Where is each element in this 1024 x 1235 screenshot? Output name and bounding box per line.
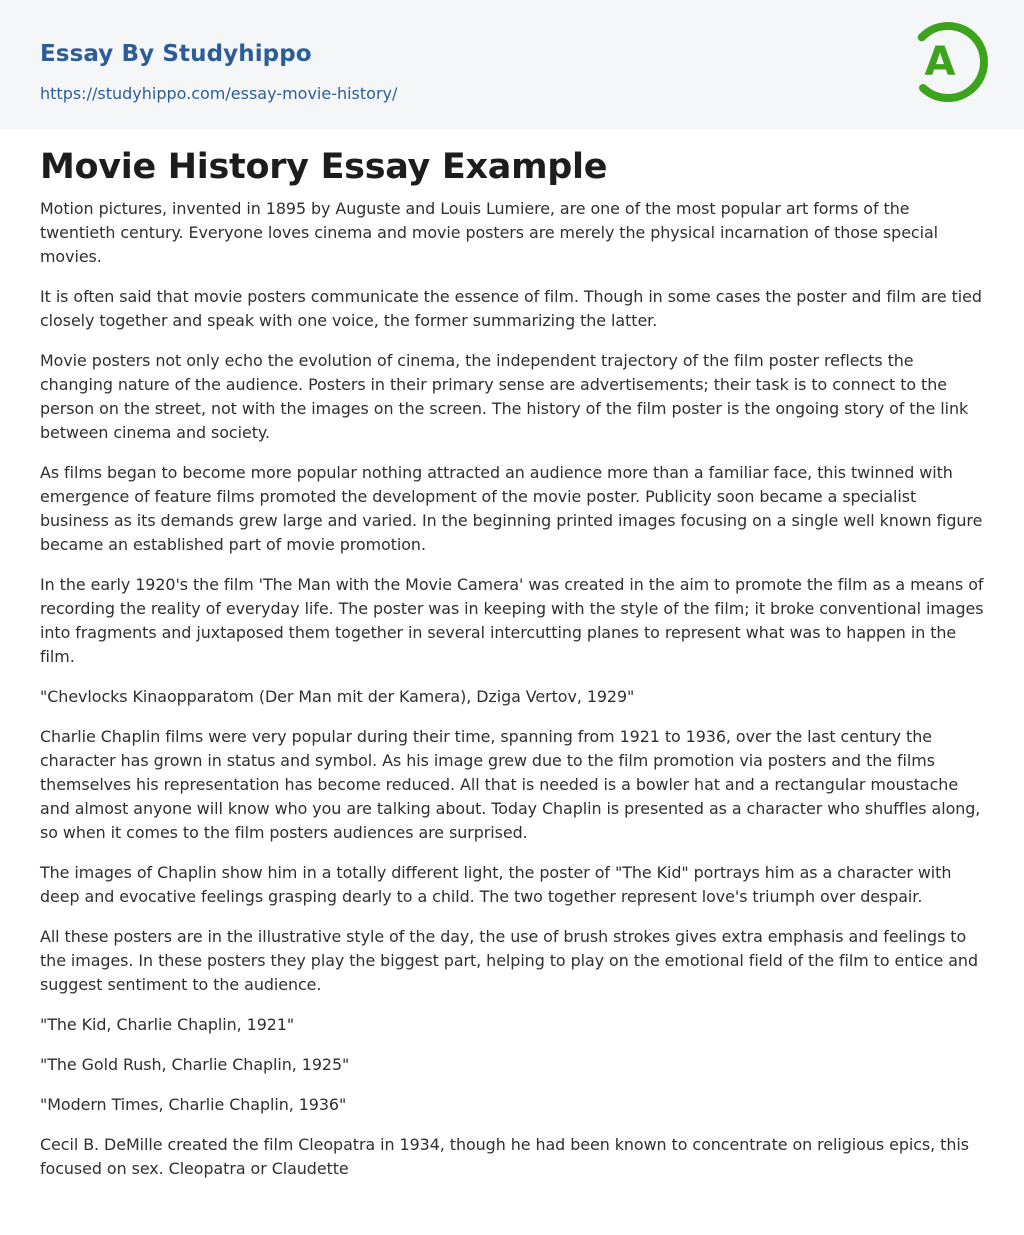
article-paragraph: As films began to become more popular nothing attracted an audience more than a familiar face, this twinned with emergence of feature films promoted the development of the movie poster. Publicity soon became a specialist business as its demands grew large and varied. In the beginning printed images focusing on a single well known figure became an established part of movie promotion. [40,463,983,554]
site-brand[interactable]: Essay By Studyhippo [40,41,312,67]
article-paragraph: It is often said that movie posters communicate the essence of film. Though in some cases the poster and film are tied closely together and speak with one voice, the former summarizing the latter. [40,287,982,330]
studyhippo-logo-icon[interactable] [904,18,992,106]
article-paragraph: All these posters are in the illustrative style of the day, the use of brush strokes gives extra emphasis and feelings to the images. In these posters they play the biggest part, helping to play on the emotional field of the film to entice and suggest sentiment to the audience. [40,927,978,994]
article-body [40,141,984,1197]
article-title: Movie History Essay Example [40,147,608,187]
article-quote: "The Kid, Charlie Chaplin, 1921" [40,1015,295,1034]
article-quote: "Modern Times, Charlie Chaplin, 1936" [40,1095,347,1114]
article-quote: "Chevlocks Kinaopparatom (Der Man mit der Kamera), Dziga Vertov, 1929" [40,687,635,706]
article-paragraph: Movie posters not only echo the evolution of cinema, the independent trajectory of the film poster reflects the changing nature of the audience. Posters in their primary sense are advertisements; their task is to connect to the person on the street, not with the images on the screen. The history of the film poster is the ongoing story of the link between cinema and society. [40,351,969,442]
site-header [0,0,1024,129]
article-paragraph: Motion pictures, invented in 1895 by Auguste and Louis Lumiere, are one of the most popular art forms of the twentieth century. Everyone loves cinema and movie posters are merely the physical incarnation of those special movies. [40,199,939,266]
article-paragraph: Cecil B. DeMille created the film Cleopatra in 1934, though he had been known to concentrate on religious epics, this focused on sex. Cleopatra or Claudette [40,1135,969,1178]
article-paragraph: The images of Chaplin show him in a totally different light, the poster of "The Kid" portrays him as a character with deep and evocative feelings grasping dearly to a child. The two together represent love's triumph over despair. [40,863,952,906]
essay-url-link[interactable]: https://studyhippo.com/essay-movie-history/ [40,84,398,103]
logo-letter: A [924,39,956,85]
article-paragraph: Charlie Chaplin films were very popular during their time, spanning from 1921 to 1936, over the last century the character has grown in status and symbol. As his image grew due to the film promotion via posters and the films themselves his representation has become reduced. All that is needed is a bowler hat and a rectangular moustache and almost anyone will know who you are talking about. Today Chaplin is presented as a character who shuffles along, so when it comes to the film posters audiences are surprised. [40,727,981,842]
article-quote: "The Gold Rush, Charlie Chaplin, 1925" [40,1055,350,1074]
article-paragraph: In the early 1920's the film 'The Man with the Movie Camera' was created in the aim to promote the film as a means of recording the reality of everyday life. The poster was in keeping with the style of the film; it broke conventional images into fragments and juxtaposed them together in several intercutting planes to represent what was to happen in the film. [40,575,984,666]
